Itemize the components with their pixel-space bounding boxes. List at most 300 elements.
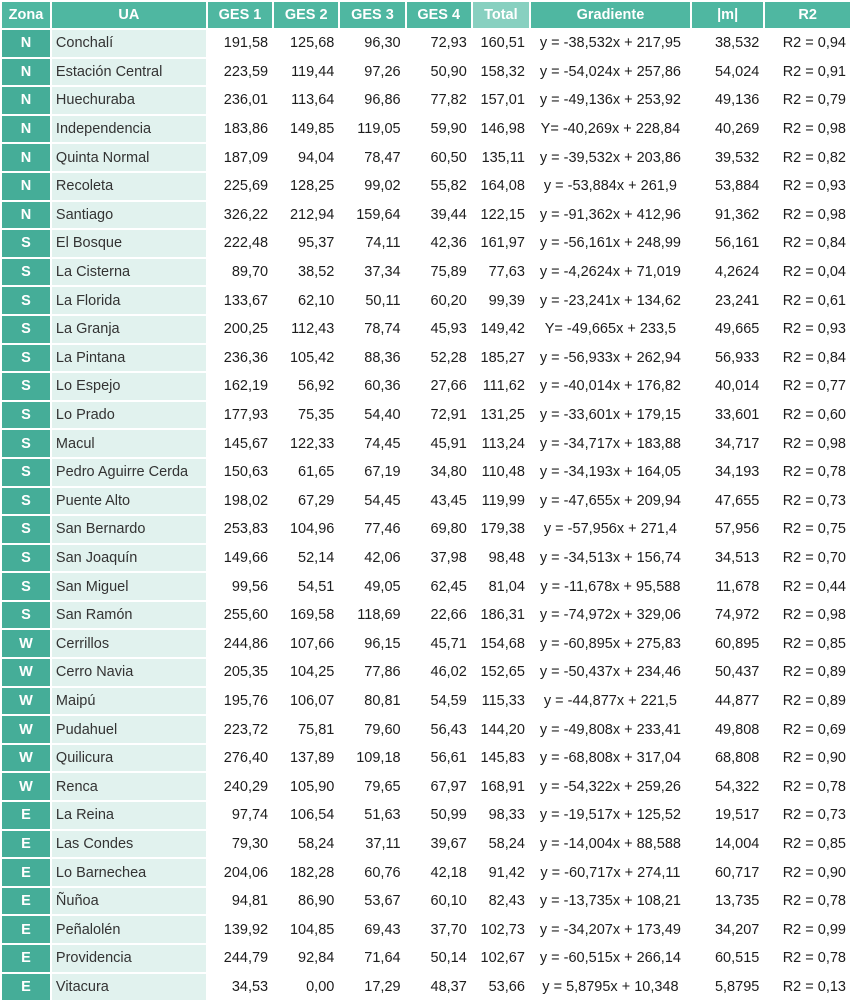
cell-m: 49,808 xyxy=(714,721,760,738)
cell-ua: La Granja xyxy=(52,316,206,343)
cell-ges2: 212,94 xyxy=(289,206,335,223)
cell-ges4: 56,43 xyxy=(430,721,467,738)
cell-r2: R2 = 0,13 xyxy=(782,978,846,995)
cell-gradiente: y = -49,136x + 253,92 xyxy=(539,92,681,109)
cell-zona: W xyxy=(2,659,50,686)
cell-zona: W xyxy=(2,745,50,772)
table-row xyxy=(2,545,850,572)
cell-gradiente: y = -19,517x + 125,52 xyxy=(539,807,681,824)
table-row xyxy=(2,974,850,1001)
cell-gradiente: y = -38,532x + 217,95 xyxy=(539,35,681,52)
table-row xyxy=(2,773,850,800)
cell-ges3: 99,02 xyxy=(364,178,401,195)
cell-total: 158,32 xyxy=(480,63,525,80)
table-row xyxy=(2,144,850,171)
cell-r2: R2 = 0,78 xyxy=(782,464,846,481)
cell-ges1: 177,93 xyxy=(223,407,269,424)
cell-ges3: 17,29 xyxy=(364,978,401,995)
cell-ges2: 58,24 xyxy=(298,835,335,852)
cell-ges2: 86,90 xyxy=(298,893,335,910)
cell-zona: S xyxy=(2,402,50,429)
header-total: Total xyxy=(473,2,529,28)
cell-m: 60,515 xyxy=(714,950,760,967)
header-m: |m| xyxy=(692,2,763,28)
cell-ges3: 74,11 xyxy=(365,235,401,252)
table-row xyxy=(2,859,850,886)
cell-total: 152,65 xyxy=(480,664,525,681)
cell-gradiente: y = -33,601x + 179,15 xyxy=(539,407,681,424)
cell-ges3: 51,63 xyxy=(364,807,401,824)
cell-zona: S xyxy=(2,602,50,629)
cell-ua: El Bosque xyxy=(52,230,206,257)
cell-gradiente: y = -91,362x + 412,96 xyxy=(539,206,681,223)
cell-m: 60,895 xyxy=(714,635,760,652)
cell-ua: Las Condes xyxy=(52,831,206,858)
cell-ges1: 149,66 xyxy=(223,549,269,566)
cell-zona: N xyxy=(2,116,50,143)
cell-r2: R2 = 0,78 xyxy=(782,950,846,967)
cell-ges2: 0,00 xyxy=(306,978,335,995)
cell-ges2: 106,07 xyxy=(289,692,335,709)
cell-zona: S xyxy=(2,430,50,457)
cell-r2: R2 = 0,98 xyxy=(782,206,846,223)
cell-ges3: 42,06 xyxy=(364,549,401,566)
table-row xyxy=(2,831,850,858)
cell-ges4: 50,90 xyxy=(430,63,467,80)
cell-ges1: 187,09 xyxy=(223,149,269,166)
cell-gradiente: y = -60,515x + 266,14 xyxy=(539,950,681,967)
cell-ges4: 45,93 xyxy=(430,321,467,338)
cell-r2: R2 = 0,82 xyxy=(782,149,846,166)
cell-ges3: 79,65 xyxy=(364,778,401,795)
cell-r2: R2 = 0,98 xyxy=(782,435,846,452)
cell-ges4: 60,50 xyxy=(430,149,467,166)
cell-m: 4,2624 xyxy=(714,264,760,281)
cell-total: 111,62 xyxy=(482,378,525,395)
cell-zona: S xyxy=(2,459,50,486)
cell-gradiente: y = -11,678x + 95,588 xyxy=(540,578,681,595)
header-ges4: GES 4 xyxy=(407,2,471,28)
cell-gradiente: y = -68,808x + 317,04 xyxy=(539,750,681,767)
cell-ges1: 276,40 xyxy=(223,750,269,767)
cell-ges4: 60,20 xyxy=(430,292,467,309)
cell-ua: Providencia xyxy=(52,945,206,972)
cell-total: 99,39 xyxy=(488,292,525,309)
cell-ges3: 37,34 xyxy=(364,264,401,281)
cell-ua: San Bernardo xyxy=(52,516,206,543)
table-row xyxy=(2,916,850,943)
cell-ua: Huechuraba xyxy=(52,87,206,114)
header-ua: UA xyxy=(52,2,206,28)
cell-ges4: 77,82 xyxy=(430,92,467,109)
cell-m: 53,884 xyxy=(714,178,760,195)
cell-ua: Macul xyxy=(52,430,206,457)
cell-ges1: 195,76 xyxy=(223,692,269,709)
cell-ges4: 48,37 xyxy=(430,978,467,995)
cell-r2: R2 = 0,99 xyxy=(782,921,846,938)
cell-r2: R2 = 0,73 xyxy=(782,807,846,824)
cell-m: 11,678 xyxy=(716,578,760,595)
cell-zona: E xyxy=(2,802,50,829)
cell-ua: Ñuñoa xyxy=(52,888,206,915)
cell-gradiente: y = -54,024x + 257,86 xyxy=(539,63,681,80)
cell-zona: N xyxy=(2,87,50,114)
table-row xyxy=(2,516,850,543)
cell-ges4: 59,90 xyxy=(430,121,467,138)
cell-gradiente: y = -53,884x + 261,9 xyxy=(543,178,677,195)
cell-ges1: 223,59 xyxy=(223,63,269,80)
cell-m: 13,735 xyxy=(714,893,760,910)
cell-ua: Lo Barnechea xyxy=(52,859,206,886)
cell-gradiente: y = -54,322x + 259,26 xyxy=(539,778,681,795)
cell-zona: S xyxy=(2,516,50,543)
cell-total: 113,24 xyxy=(481,435,525,452)
cell-ges4: 75,89 xyxy=(430,264,467,281)
cell-zona: E xyxy=(2,945,50,972)
cell-ges4: 37,98 xyxy=(430,549,467,566)
cell-ges2: 104,25 xyxy=(289,664,335,681)
cell-gradiente: y = -44,877x + 221,5 xyxy=(543,692,677,709)
cell-ges2: 61,65 xyxy=(298,464,335,481)
table-row xyxy=(2,402,850,429)
cell-r2: R2 = 0,60 xyxy=(782,407,846,424)
cell-ges4: 42,18 xyxy=(430,864,467,881)
cell-m: 34,717 xyxy=(714,435,760,452)
cell-ges1: 97,74 xyxy=(231,807,269,824)
cell-ges4: 42,36 xyxy=(430,235,467,252)
cell-r2: R2 = 0,98 xyxy=(782,607,846,624)
cell-ua: Quinta Normal xyxy=(52,144,206,171)
cell-r2: R2 = 0,98 xyxy=(782,121,846,138)
cell-ges3: 54,45 xyxy=(364,492,401,509)
cell-zona: S xyxy=(2,316,50,343)
table-row xyxy=(2,87,850,114)
cell-ges1: 162,19 xyxy=(223,378,269,395)
cell-r2: R2 = 0,84 xyxy=(782,349,846,366)
cell-total: 122,15 xyxy=(480,206,525,223)
cell-ges2: 113,64 xyxy=(291,92,335,109)
cell-ges2: 54,51 xyxy=(298,578,335,595)
cell-ges1: 145,67 xyxy=(223,435,269,452)
cell-gradiente: y = -39,532x + 203,86 xyxy=(539,149,681,166)
cell-ges4: 39,44 xyxy=(430,206,467,223)
cell-total: 91,42 xyxy=(488,864,525,881)
cell-total: 58,24 xyxy=(488,835,525,852)
cell-ua: Maipú xyxy=(52,688,206,715)
cell-gradiente: y = -34,207x + 173,49 xyxy=(539,921,681,938)
cell-ges3: 49,05 xyxy=(364,578,401,595)
cell-r2: R2 = 0,70 xyxy=(782,549,846,566)
cell-ges3: 71,64 xyxy=(364,950,401,967)
cell-zona: W xyxy=(2,688,50,715)
cell-zona: W xyxy=(2,630,50,657)
table-row xyxy=(2,230,850,257)
cell-ges1: 236,36 xyxy=(223,349,269,366)
cell-gradiente: y = -40,014x + 176,82 xyxy=(539,378,681,395)
cell-ges3: 77,46 xyxy=(364,521,401,538)
cell-zona: W xyxy=(2,716,50,743)
cell-ges1: 222,48 xyxy=(223,235,269,252)
cell-r2: R2 = 0,89 xyxy=(782,664,846,681)
cell-total: 131,25 xyxy=(480,407,525,424)
cell-ua: Independencia xyxy=(52,116,206,143)
cell-m: 14,004 xyxy=(714,835,760,852)
cell-ua: San Ramón xyxy=(52,602,206,629)
cell-ges1: 240,29 xyxy=(223,778,269,795)
header-ges1: GES 1 xyxy=(208,2,272,28)
cell-total: 179,38 xyxy=(480,521,525,538)
cell-total: 81,04 xyxy=(488,578,525,595)
cell-zona: S xyxy=(2,345,50,372)
cell-m: 68,808 xyxy=(714,750,760,767)
cell-total: 135,11 xyxy=(481,149,525,166)
cell-total: 160,51 xyxy=(480,35,525,52)
cell-ua: Santiago xyxy=(52,202,206,229)
cell-ua: La Cisterna xyxy=(52,259,206,286)
cell-ua: Peñalolén xyxy=(52,916,206,943)
cell-ges4: 72,93 xyxy=(430,35,467,52)
cell-ges3: 119,05 xyxy=(357,121,401,138)
cell-ua: Pedro Aguirre Cerda xyxy=(52,459,206,486)
cell-ges3: 96,86 xyxy=(364,92,401,109)
cell-ges2: 125,68 xyxy=(289,35,335,52)
cell-r2: R2 = 0,69 xyxy=(782,721,846,738)
cell-ges1: 204,06 xyxy=(223,864,269,881)
cell-ua: San Miguel xyxy=(52,573,206,600)
cell-total: 110,48 xyxy=(481,464,525,481)
cell-zona: S xyxy=(2,230,50,257)
cell-ges4: 62,45 xyxy=(430,578,467,595)
cell-ges1: 89,70 xyxy=(231,264,269,281)
cell-ges4: 60,10 xyxy=(430,893,467,910)
cell-total: 98,48 xyxy=(488,549,525,566)
cell-ges3: 159,64 xyxy=(356,206,401,223)
cell-r2: R2 = 0,89 xyxy=(782,692,846,709)
table-row xyxy=(2,316,850,343)
cell-ges4: 72,91 xyxy=(430,407,467,424)
cell-gradiente: y = -50,437x + 234,46 xyxy=(539,664,681,681)
cell-m: 54,024 xyxy=(714,63,760,80)
cell-ua: Renca xyxy=(52,773,206,800)
cell-ges2: 67,29 xyxy=(298,492,335,509)
cell-ges1: 326,22 xyxy=(223,206,269,223)
cell-zona: E xyxy=(2,974,50,1001)
cell-m: 56,161 xyxy=(714,235,760,252)
cell-total: 98,33 xyxy=(488,807,525,824)
cell-ges2: 104,96 xyxy=(289,521,335,538)
cell-m: 19,517 xyxy=(714,807,760,824)
cell-gradiente: y = -60,717x + 274,11 xyxy=(540,864,681,881)
cell-ges4: 34,80 xyxy=(430,464,467,481)
cell-ges1: 94,81 xyxy=(231,893,269,910)
cell-ges2: 95,37 xyxy=(298,235,335,252)
cell-zona: S xyxy=(2,287,50,314)
cell-ges1: 244,86 xyxy=(223,635,269,652)
cell-ges2: 94,04 xyxy=(298,149,335,166)
table-row xyxy=(2,116,850,143)
cell-ges3: 37,11 xyxy=(365,835,401,852)
cell-gradiente: y = -57,956x + 271,4 xyxy=(543,521,677,538)
cell-ges2: 149,85 xyxy=(289,121,335,138)
cell-ges3: 69,43 xyxy=(364,921,401,938)
cell-r2: R2 = 0,44 xyxy=(782,578,846,595)
cell-total: 161,97 xyxy=(480,235,525,252)
cell-ges2: 128,25 xyxy=(289,178,335,195)
table-row xyxy=(2,945,850,972)
table-row xyxy=(2,488,850,515)
cell-ges1: 205,35 xyxy=(223,664,269,681)
cell-r2: R2 = 0,77 xyxy=(782,378,846,395)
cell-ges1: 200,25 xyxy=(223,321,269,338)
cell-ges3: 97,26 xyxy=(364,63,401,80)
cell-ges3: 74,45 xyxy=(364,435,401,452)
cell-ges1: 198,02 xyxy=(223,492,269,509)
cell-total: 186,31 xyxy=(480,607,525,624)
cell-m: 74,972 xyxy=(714,607,760,624)
cell-ges4: 56,61 xyxy=(430,750,467,767)
cell-m: 60,717 xyxy=(714,864,760,881)
cell-ges3: 78,74 xyxy=(364,321,401,338)
cell-ges2: 56,92 xyxy=(298,378,335,395)
cell-ges3: 60,36 xyxy=(364,378,401,395)
cell-total: 144,20 xyxy=(480,721,525,738)
header-ges3: GES 3 xyxy=(340,2,404,28)
cell-zona: N xyxy=(2,144,50,171)
cell-total: 149,42 xyxy=(480,321,525,338)
cell-r2: R2 = 0,94 xyxy=(782,35,846,52)
cell-r2: R2 = 0,90 xyxy=(782,750,846,767)
table-row xyxy=(2,30,850,57)
cell-ua: Conchalí xyxy=(52,30,206,57)
cell-ges1: 236,01 xyxy=(223,92,269,109)
cell-ua: Estación Central xyxy=(52,59,206,86)
cell-ges3: 79,60 xyxy=(364,721,401,738)
cell-ua: Lo Espejo xyxy=(52,373,206,400)
cell-r2: R2 = 0,61 xyxy=(782,292,846,309)
cell-total: 164,08 xyxy=(480,178,525,195)
cell-ges2: 137,89 xyxy=(289,750,335,767)
cell-ua: Cerro Navia xyxy=(52,659,206,686)
cell-ges4: 45,91 xyxy=(430,435,467,452)
cell-ges1: 191,58 xyxy=(223,35,269,52)
cell-r2: R2 = 0,85 xyxy=(782,835,846,852)
cell-gradiente: y = -60,895x + 275,83 xyxy=(539,635,681,652)
cell-ges3: 80,81 xyxy=(364,692,401,709)
cell-m: 23,241 xyxy=(714,292,760,309)
cell-total: 102,67 xyxy=(480,950,525,967)
cell-ges1: 150,63 xyxy=(223,464,269,481)
cell-m: 56,933 xyxy=(714,349,760,366)
cell-gradiente: y = -34,513x + 156,74 xyxy=(539,549,681,566)
cell-total: 168,91 xyxy=(480,778,525,795)
cell-m: 5,8795 xyxy=(714,978,760,995)
cell-gradiente: Y= -49,665x + 233,5 xyxy=(544,321,677,338)
cell-m: 39,532 xyxy=(714,149,760,166)
cell-r2: R2 = 0,93 xyxy=(782,321,846,338)
cell-ges1: 133,67 xyxy=(223,292,269,309)
cell-ges1: 253,83 xyxy=(223,521,269,538)
cell-total: 154,68 xyxy=(480,635,525,652)
cell-m: 44,877 xyxy=(714,692,760,709)
cell-ges4: 52,28 xyxy=(430,349,467,366)
cell-zona: S xyxy=(2,573,50,600)
cell-ges2: 182,28 xyxy=(289,864,335,881)
cell-total: 53,66 xyxy=(488,978,525,995)
cell-zona: W xyxy=(2,773,50,800)
table-body xyxy=(2,30,850,1000)
cell-m: 57,956 xyxy=(714,521,760,538)
cell-zona: N xyxy=(2,59,50,86)
cell-total: 77,63 xyxy=(488,264,525,281)
cell-ges2: 62,10 xyxy=(298,292,335,309)
cell-ges4: 22,66 xyxy=(430,607,467,624)
cell-ges1: 34,53 xyxy=(231,978,269,995)
cell-r2: R2 = 0,73 xyxy=(782,492,846,509)
table-row xyxy=(2,202,850,229)
table-row xyxy=(2,802,850,829)
cell-ges2: 106,54 xyxy=(289,807,335,824)
cell-ua: La Reina xyxy=(52,802,206,829)
cell-ges2: 38,52 xyxy=(298,264,335,281)
cell-total: 157,01 xyxy=(480,92,525,109)
table-row xyxy=(2,459,850,486)
cell-m: 34,207 xyxy=(714,921,760,938)
cell-gradiente: y = -34,717x + 183,88 xyxy=(539,435,681,452)
cell-ges4: 46,02 xyxy=(430,664,467,681)
cell-ges1: 225,69 xyxy=(223,178,269,195)
cell-r2: R2 = 0,79 xyxy=(782,92,846,109)
cell-ges1: 223,72 xyxy=(223,721,269,738)
table-row xyxy=(2,373,850,400)
cell-zona: E xyxy=(2,888,50,915)
cell-ges4: 50,99 xyxy=(430,807,467,824)
cell-total: 185,27 xyxy=(480,349,525,366)
cell-r2: R2 = 0,84 xyxy=(782,235,846,252)
cell-ges2: 52,14 xyxy=(298,549,335,566)
table-row xyxy=(2,888,850,915)
cell-ges1: 139,92 xyxy=(223,921,269,938)
cell-zona: E xyxy=(2,859,50,886)
cell-ua: La Florida xyxy=(52,287,206,314)
cell-total: 102,73 xyxy=(480,921,525,938)
cell-r2: R2 = 0,78 xyxy=(782,893,846,910)
cell-r2: R2 = 0,90 xyxy=(782,864,846,881)
cell-zona: E xyxy=(2,831,50,858)
cell-m: 34,513 xyxy=(714,549,760,566)
header-ges2: GES 2 xyxy=(274,2,338,28)
cell-ges2: 92,84 xyxy=(298,950,335,967)
cell-ges2: 112,43 xyxy=(291,321,335,338)
cell-ges2: 107,66 xyxy=(289,635,335,652)
cell-ges3: 109,18 xyxy=(356,750,401,767)
cell-r2: R2 = 0,75 xyxy=(782,521,846,538)
cell-m: 47,655 xyxy=(714,492,760,509)
cell-m: 40,269 xyxy=(714,121,760,138)
cell-ges1: 79,30 xyxy=(231,835,269,852)
cell-ges2: 122,33 xyxy=(289,435,335,452)
cell-ges4: 55,82 xyxy=(430,178,467,195)
cell-total: 82,43 xyxy=(488,893,525,910)
cell-ges1: 255,60 xyxy=(223,607,269,624)
table-row xyxy=(2,430,850,457)
cell-ua: Pudahuel xyxy=(52,716,206,743)
cell-gradiente: y = -14,004x + 88,588 xyxy=(539,835,681,852)
cell-ges4: 43,45 xyxy=(430,492,467,509)
cell-m: 49,136 xyxy=(714,92,760,109)
table-row xyxy=(2,573,850,600)
cell-m: 50,437 xyxy=(714,664,760,681)
cell-zona: S xyxy=(2,545,50,572)
